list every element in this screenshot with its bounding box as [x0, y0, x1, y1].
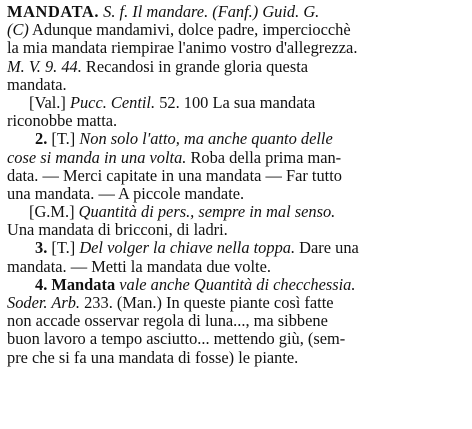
entry-line-19 — [7, 330, 467, 348]
editor-tag: [T.] — [51, 129, 80, 149]
source-citation: M. V. 9. 44. — [7, 56, 82, 76]
quotation-text: mandata. — [7, 74, 67, 94]
entry-line-10 — [7, 167, 467, 185]
quotation-text: riconobbe matta. — [7, 111, 118, 131]
entry-line-8 — [7, 130, 467, 148]
entry-line-14 — [7, 239, 467, 257]
quotation-text: la mia mandata riempirae l'animo vostro d'allegrezza. — [7, 38, 358, 58]
example-text: data. — Merci capitate in una mandata — Far tutto — [7, 165, 342, 185]
entry-line-20 — [7, 349, 467, 367]
quotation-text: 52. 100 La sua mandata — [155, 92, 316, 112]
entry-line-1 — [7, 3, 467, 21]
entry-line-15 — [7, 258, 467, 276]
entry-line-16 — [7, 276, 467, 294]
grammar-definition: S. f. Il mandare. (Fanf.) Guid. G. — [99, 2, 320, 21]
quotation-text: 233. (Man.) In queste piante così fatte — [80, 293, 334, 312]
sense-number: 3. — [35, 238, 52, 258]
entry-line-9 — [7, 149, 467, 167]
example-text: Una mandata di bricconi, di ladri. — [7, 220, 228, 240]
example-text: Roba della prima man- — [186, 147, 342, 167]
example-text: mandata. — Metti la mandata due volte. — [7, 256, 271, 276]
entry-line-17 — [7, 294, 467, 312]
editor-tag: [T.] — [51, 238, 80, 258]
source-citation: Soder. Arb. — [7, 293, 81, 312]
entry-line-13 — [7, 221, 467, 239]
source-tag: (C) — [7, 20, 29, 40]
source-citation: Pucc. Centil. — [69, 92, 156, 112]
quotation-text: pre che si fa una mandata di fosse) le piante. — [7, 347, 299, 367]
entry-line-11 — [7, 185, 467, 203]
sense-definition: Del volger la chiave nella toppa. — [79, 238, 296, 258]
sense-definition: cose si manda in una volta. — [7, 147, 187, 167]
sense-definition: Quantità di pers., sempre in mal senso. — [78, 202, 336, 222]
editor-tag: [Val.] — [29, 92, 70, 112]
quotation-text: Adunque mandamivi, dolce padre, imperciocchè — [28, 20, 351, 40]
example-text: Dare una — [295, 238, 359, 258]
entry-line-18 — [7, 312, 467, 330]
sense-number: 2. — [35, 129, 52, 149]
entry-line-12 — [7, 203, 467, 221]
quotation-text: buon lavoro a tempo asciutto... mettendo giù, (sem- — [7, 329, 346, 349]
sense-definition: Non solo l'atto, ma anche quanto delle — [79, 129, 333, 149]
entry-line-5 — [7, 76, 467, 94]
quotation-text: non accade osservar regola di luna..., ma sibbene — [7, 311, 328, 331]
entry-line-4 — [7, 58, 467, 76]
entry-line-3 — [7, 39, 467, 57]
entry-line-6 — [7, 94, 467, 112]
example-text: una mandata. — A piccole mandate. — [7, 183, 245, 203]
editor-tag: [G.M.] — [29, 202, 79, 222]
sense-headword: 4. Mandata — [35, 274, 116, 294]
sense-definition: vale anche Quantità di checchessia. — [115, 274, 356, 294]
quotation-text: Recandosi in grande gloria questa — [81, 56, 309, 76]
entry-line-7 — [7, 112, 467, 130]
entry-line-2 — [7, 21, 467, 39]
dictionary-entry — [7, 3, 467, 367]
headword: MANDATA. — [7, 2, 100, 21]
